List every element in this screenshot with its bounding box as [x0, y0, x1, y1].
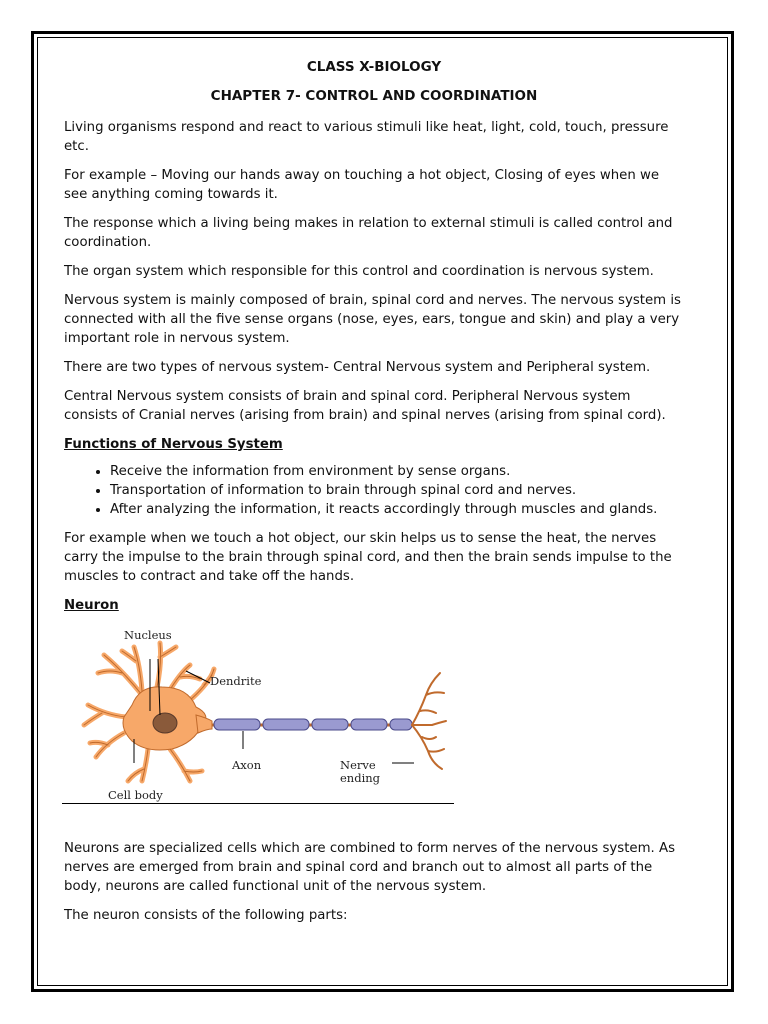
diagram-underline: [62, 803, 454, 804]
paragraph: Nervous system is mainly composed of brain, spinal cord and nerves. The nervous system is connected with all the five sense organs (nose, eyes, ears, tongue and skin) and play a very important role in nervous system.: [64, 293, 681, 346]
paragraph: The organ system which responsible for this control and coordination is nervous system.: [64, 264, 654, 279]
myelin-sheath: [214, 719, 412, 730]
chapter-title: CHAPTER 7- CONTROL AND COORDINATION: [210, 88, 538, 104]
nerve-ending-line2: ending: [340, 771, 381, 785]
list-item: • Receive the information from environment by sense organs.: [110, 462, 684, 481]
list-item: • After analyzing the information, it reacts accordingly through muscles and glands.: [110, 500, 684, 519]
nerve-ending-line1: Nerve: [340, 758, 376, 772]
paragraph: There are two types of nervous system- Central Nervous system and Peripheral system.: [64, 360, 651, 375]
list-item: • Transportation of information to brain through spinal cord and nerves.: [110, 481, 684, 500]
nucleus-shape: [153, 713, 177, 733]
axon-terminals: [412, 673, 446, 769]
document-body: [64, 58, 684, 935]
functions-heading: Functions of Nervous System: [64, 437, 283, 452]
paragraph: For example when we touch a hot object, our skin helps us to sense the heat, the nerves carry the impulse to the brain through spinal cord, and then the brain sends impulse to the muscles to contract and take off the hands.: [64, 531, 672, 584]
cell-body-label: Cell body: [108, 788, 163, 802]
functions-list: [64, 462, 684, 519]
nucleus-label: Nucleus: [124, 628, 172, 642]
paragraph: For example – Moving our hands away on touching a hot object, Closing of eyes when we see anything coming towards it.: [64, 168, 660, 202]
dendrite-label: Dendrite: [210, 674, 262, 688]
paragraph: Neurons are specialized cells which are combined to form nerves of the nervous system. As nerves are emerged from brain and spinal cord and branch out to almost all parts of the body, neurons are called functional unit of the nervous system.: [64, 841, 676, 894]
document-title: CLASS X-BIOLOGY: [306, 59, 442, 75]
paragraph: Living organisms respond and react to various stimuli like heat, light, cold, touch, pressure etc.: [64, 120, 669, 154]
paragraph: Central Nervous system consists of brain and spinal cord. Peripheral Nervous system consists of Cranial nerves (arising from brain) and spinal nerves (arising from spinal cord).: [64, 389, 666, 423]
neuron-heading: Neuron: [64, 598, 119, 613]
paragraph: The neuron consists of the following parts:: [64, 908, 348, 923]
neuron-illustration: [62, 625, 462, 805]
nerve-ending-label: [340, 759, 380, 785]
neuron-diagram: [62, 625, 682, 825]
axon-label: Axon: [232, 758, 262, 772]
paragraph: The response which a living being makes in relation to external stimuli is called control and coordination.: [64, 216, 673, 250]
